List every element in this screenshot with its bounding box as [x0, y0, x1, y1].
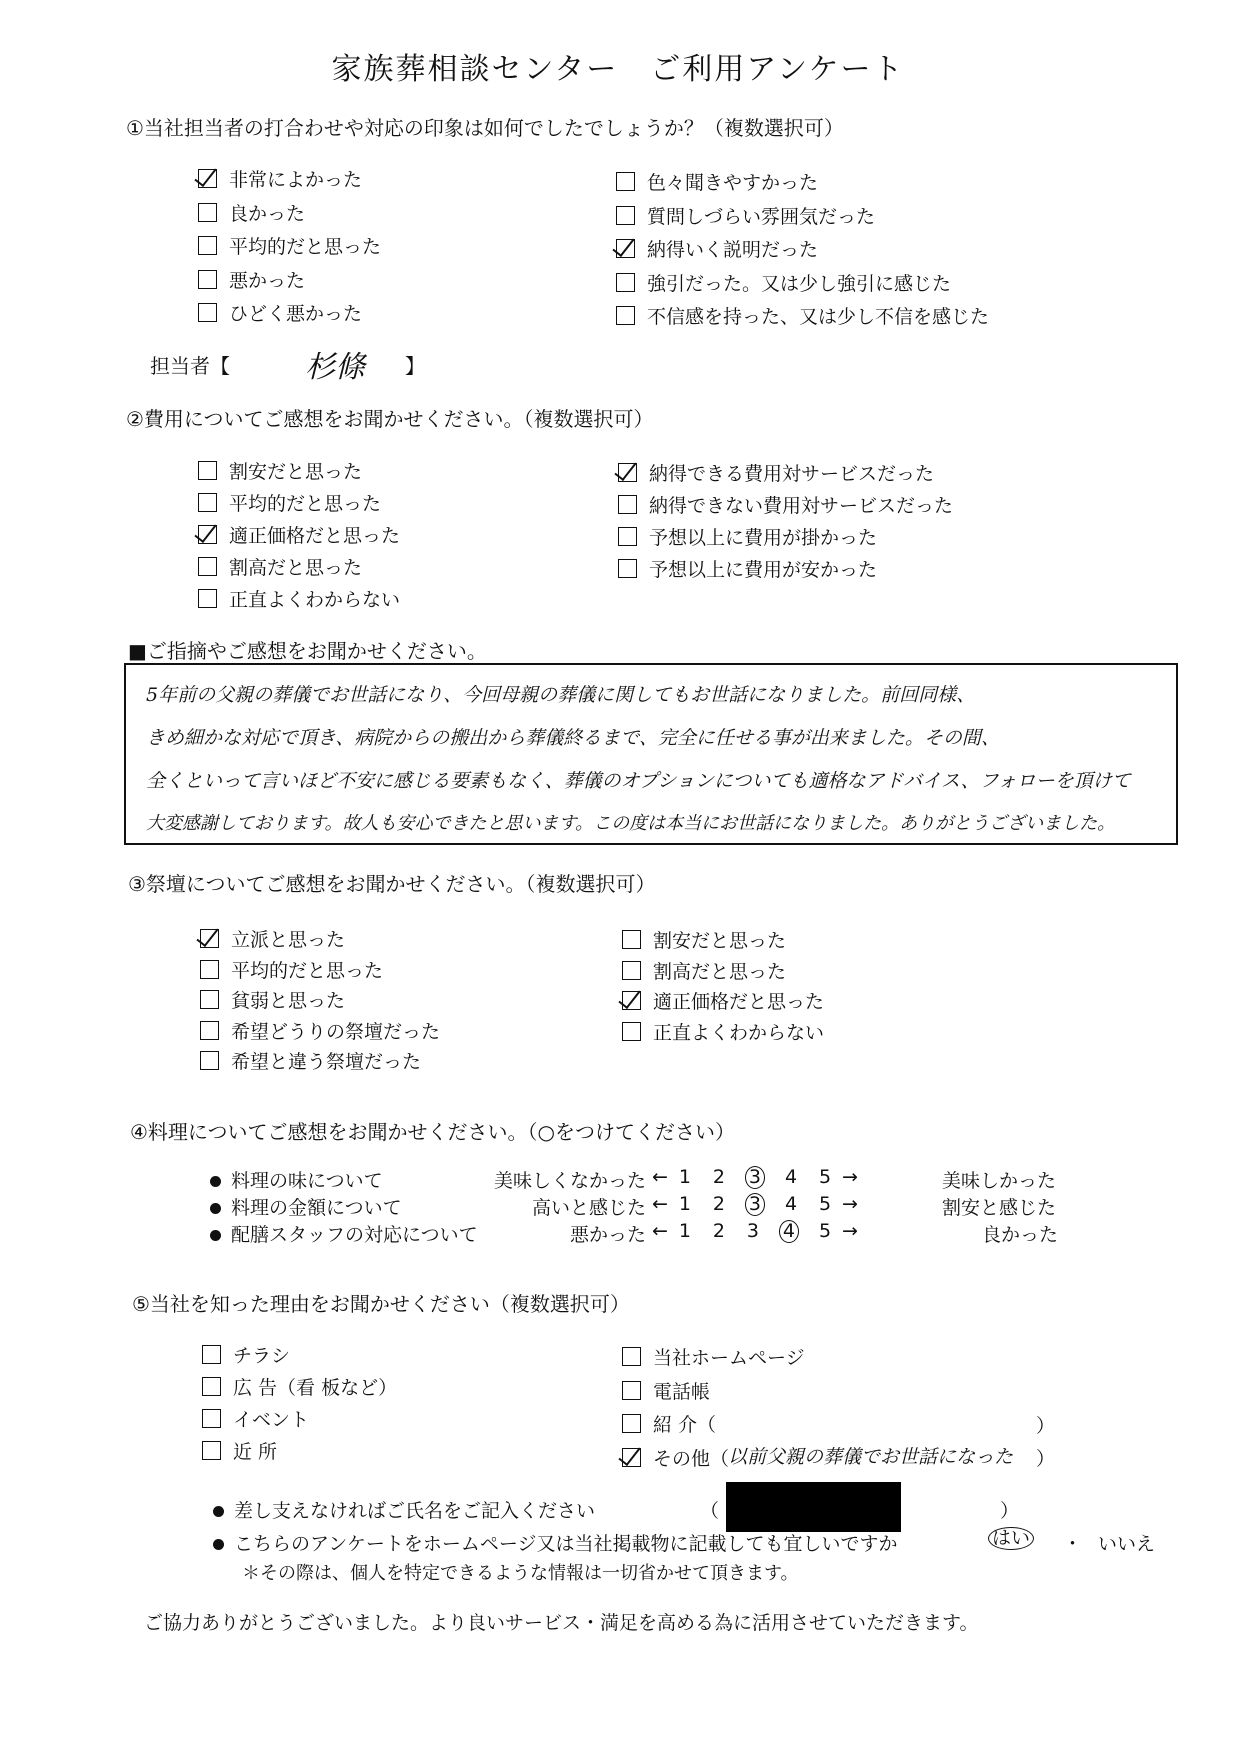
option-row[interactable]	[622, 1444, 729, 1471]
publish-yes[interactable]: はい	[988, 1527, 1034, 1550]
checkbox[interactable]	[618, 527, 637, 546]
rating-low-label: 悪かった	[569, 1224, 646, 1246]
other-reason-text[interactable]: 以前父親の葬儀でお世話になった	[728, 1446, 1014, 1468]
rating-option[interactable]: 4	[784, 1193, 798, 1215]
option-label: 平均的だと思った	[229, 236, 382, 258]
option-label: 色々聞きやすかった	[647, 172, 819, 194]
rating-option[interactable]: 1	[678, 1166, 691, 1188]
checked-checkbox[interactable]	[198, 525, 217, 544]
option-label: 正直よくわからない	[229, 589, 401, 611]
option-label: 電話帳	[653, 1380, 711, 1403]
checkbox[interactable]	[200, 990, 219, 1009]
option-row[interactable]	[616, 168, 818, 195]
checkbox[interactable]	[622, 1347, 641, 1366]
checked-checkbox[interactable]	[618, 463, 637, 482]
rating-option[interactable]: 3	[745, 1193, 765, 1216]
arrow-left-icon: ←	[652, 1193, 668, 1215]
option-label: チラシ	[233, 1345, 291, 1367]
option-row[interactable]	[622, 957, 786, 984]
option-row[interactable]	[198, 232, 381, 259]
option-label: 割高だと思った	[229, 557, 363, 579]
page-title: 家族葬相談センター ご利用アンケート	[331, 52, 905, 87]
option-label: 不信感を持った、又は少し不信を感じた	[647, 306, 990, 328]
rating-option[interactable]: 5	[818, 1193, 832, 1215]
checkbox[interactable]	[198, 589, 217, 608]
option-label: 良かった	[229, 202, 306, 225]
option-row[interactable]	[622, 926, 786, 953]
option-label: 割安だと思った	[229, 461, 363, 483]
option-row[interactable]	[616, 202, 875, 229]
arrow-right-icon: →	[842, 1193, 858, 1215]
q4-question: ④料理についてご感想をお聞かせください。（○をつけてください）	[130, 1120, 735, 1144]
arrow-left-icon: ←	[652, 1220, 668, 1242]
rating-high-label: 良かった	[982, 1224, 1059, 1246]
option-row[interactable]	[622, 987, 824, 1014]
option-row[interactable]	[616, 302, 989, 329]
option-label: 強引だった。又は少し強引に感じた	[647, 272, 952, 295]
name-prompt: 差し支えなければご氏名をご記入ください	[234, 1500, 596, 1522]
option-row[interactable]	[616, 235, 818, 262]
checkbox[interactable]	[198, 493, 217, 512]
checkbox[interactable]	[616, 273, 635, 292]
option-label: 立派と思った	[231, 929, 346, 951]
option-label: イベント	[233, 1409, 310, 1431]
thanks-message: ご協力ありがとうございました。より良いサービス・満足を高める為に活用させていただきます。	[144, 1612, 979, 1634]
rating-scale[interactable]	[652, 1193, 858, 1216]
bullet-icon	[210, 1230, 221, 1241]
checkbox[interactable]	[202, 1345, 221, 1364]
comments-heading: ■ご指摘やご感想をお聞かせください。	[128, 639, 487, 663]
q1-question: ①当社担当者の打合わせや対応の印象は如何でしたでしょうか？（複数選択可）	[126, 116, 844, 140]
checkbox[interactable]	[202, 1377, 221, 1396]
arrow-right-icon: →	[842, 1220, 858, 1242]
checkbox[interactable]	[616, 206, 635, 225]
checked-checkbox[interactable]	[622, 1448, 641, 1467]
checkbox[interactable]	[198, 270, 217, 289]
redacted-name	[726, 1482, 901, 1532]
rating-low-label: 高いと感じた	[531, 1197, 646, 1219]
checked-checkbox[interactable]	[616, 239, 635, 258]
privacy-note: ＊その際は、個人を特定できるような情報は一切省かせて頂きます。	[242, 1563, 799, 1584]
checkbox[interactable]	[618, 495, 637, 514]
publish-prompt-row	[213, 1529, 897, 1556]
checkbox[interactable]	[202, 1409, 221, 1428]
rating-option[interactable]: 2	[712, 1166, 725, 1188]
option-label: 納得できない費用対サービスだった	[649, 495, 954, 517]
rating-item: 配膳スタッフの対応について	[210, 1220, 478, 1247]
comment-line-2: きめ細かな対応で頂き、病院からの搬出から葬儀終るまで、完全に任せる事が出来ました。その間、	[146, 727, 1000, 749]
checkbox[interactable]	[200, 1021, 219, 1040]
option-label: 希望と違う祭壇だった	[231, 1051, 422, 1073]
checkbox[interactable]	[622, 1022, 641, 1041]
option-row[interactable]	[622, 1410, 716, 1437]
rating-option[interactable]: 2	[712, 1220, 725, 1242]
option-label: 割安だと思った	[653, 930, 787, 952]
option-label: 紹 介（	[653, 1414, 717, 1436]
option-label: 適正価格だと思った	[653, 991, 825, 1013]
checkbox[interactable]	[616, 306, 635, 325]
checkbox[interactable]	[200, 1051, 219, 1070]
publish-no[interactable]: いいえ	[1098, 1533, 1156, 1555]
option-label: 適正価格だと思った	[229, 525, 401, 547]
rating-option[interactable]: 4	[784, 1166, 798, 1188]
q2-question: ②費用についてご感想をお聞かせください。（複数選択可）	[126, 407, 654, 431]
staff-label: 担当者【	[150, 354, 230, 378]
rating-option[interactable]: 5	[818, 1166, 832, 1188]
rating-item: 料理の味について	[210, 1166, 383, 1193]
option-label: 平均的だと思った	[229, 493, 382, 515]
option-label: 予想以上に費用が安かった	[649, 559, 878, 581]
rating-high-label: 美味しかった	[942, 1170, 1057, 1192]
option-label: 正直よくわからない	[653, 1021, 825, 1044]
option-row[interactable]	[202, 1405, 309, 1432]
rating-option[interactable]: 2	[712, 1193, 725, 1215]
option-label: 近 所	[233, 1441, 278, 1463]
comment-line-3: 全くといって言いほど不安に感じる要素もなく、葬儀のオプションについても適格なアドバイス、フォローを頂けて	[146, 770, 1131, 792]
option-row[interactable]	[202, 1373, 397, 1400]
checkbox[interactable]	[616, 172, 635, 191]
rating-option[interactable]: 3	[746, 1220, 759, 1242]
bullet-icon	[213, 1539, 224, 1550]
option-row[interactable]	[198, 266, 305, 293]
option-row[interactable]	[200, 956, 383, 983]
q5-question: ⑤当社を知った理由をお聞かせください（複数選択可）	[132, 1292, 630, 1316]
staff-name[interactable]: 杉條	[305, 350, 365, 385]
option-row[interactable]	[618, 523, 877, 550]
checkbox[interactable]	[198, 461, 217, 480]
checkbox[interactable]	[622, 1381, 641, 1400]
option-label: 平均的だと思った	[231, 959, 384, 982]
option-label: 悪かった	[229, 269, 306, 292]
comment-line-1: 5年前の父親の葬儀でお世話になり、今回母親の葬儀に関してもお世話になりました。前回同様、	[146, 684, 976, 706]
option-row[interactable]	[200, 925, 345, 952]
option-row[interactable]	[198, 457, 362, 484]
rating-option[interactable]: 1	[678, 1193, 691, 1215]
option-label: 貧弱と思った	[231, 990, 346, 1012]
option-row[interactable]	[618, 459, 934, 486]
rating-item: 料理の金額について	[210, 1193, 402, 1220]
name-close: ）	[1000, 1500, 1020, 1522]
option-row[interactable]	[622, 1018, 824, 1045]
rating-option[interactable]: 5	[818, 1220, 832, 1242]
option-label: 納得いく説明だった	[647, 239, 819, 261]
checked-checkbox[interactable]	[198, 169, 217, 188]
rating-low-label: 美味しくなかった	[493, 1170, 646, 1192]
option-row[interactable]	[198, 299, 362, 326]
publish-prompt: こちらのアンケートをホームページ又は当社掲載物に記載しても宜しいですか	[234, 1533, 898, 1555]
checkbox[interactable]	[198, 303, 217, 322]
option-label: 納得できる費用対サービスだった	[649, 463, 935, 485]
comment-line-4: 大変感謝しております。故人も安心できたと思います。この度は本当にお世話になりました。ありがとうございました。	[146, 813, 1116, 834]
rating-high-label: 割安と感じた	[942, 1197, 1057, 1219]
option-label: 希望どうりの祭壇だった	[231, 1020, 441, 1043]
option-label: 当社ホームページ	[653, 1347, 805, 1369]
option-row[interactable]	[198, 553, 362, 580]
option-row[interactable]	[198, 521, 400, 548]
checkbox[interactable]	[200, 960, 219, 979]
other-close: ）	[1036, 1448, 1056, 1470]
staff-close: 】	[405, 354, 425, 378]
option-row[interactable]	[616, 269, 951, 296]
rating-scale[interactable]	[652, 1220, 858, 1243]
checkbox[interactable]	[198, 203, 217, 222]
option-row[interactable]	[622, 1377, 710, 1404]
checked-checkbox[interactable]	[622, 991, 641, 1010]
option-row[interactable]	[198, 585, 400, 612]
rating-option[interactable]: 1	[678, 1220, 691, 1242]
checkbox[interactable]	[202, 1441, 221, 1460]
option-label: 非常によかった	[229, 169, 363, 191]
arrow-left-icon: ←	[652, 1166, 668, 1188]
option-row[interactable]	[202, 1437, 277, 1464]
bullet-icon	[213, 1506, 224, 1517]
option-row[interactable]	[198, 165, 362, 192]
rating-scale[interactable]	[652, 1166, 858, 1189]
option-row[interactable]	[198, 199, 305, 226]
checkbox[interactable]	[622, 961, 641, 980]
option-row[interactable]	[200, 1047, 421, 1074]
rating-option[interactable]: 3	[745, 1166, 765, 1189]
option-row[interactable]	[200, 1017, 440, 1044]
option-row[interactable]	[202, 1341, 290, 1368]
option-row[interactable]	[618, 555, 877, 582]
option-row[interactable]	[200, 986, 345, 1013]
option-label: 広 告（看 板など）	[233, 1377, 398, 1399]
checked-checkbox[interactable]	[200, 929, 219, 948]
arrow-right-icon: →	[842, 1166, 858, 1188]
name-open: （	[700, 1500, 720, 1522]
option-label: ひどく悪かった	[229, 303, 363, 325]
checkbox[interactable]	[198, 557, 217, 576]
checkbox[interactable]	[618, 559, 637, 578]
checkbox[interactable]	[622, 1414, 641, 1433]
q3-question: ③祭壇についてご感想をお聞かせください。（複数選択可）	[128, 872, 656, 896]
intro-close: ）	[1036, 1415, 1056, 1437]
bullet-icon	[210, 1176, 221, 1187]
publish-sep: ・	[1063, 1533, 1083, 1555]
option-row[interactable]	[618, 491, 953, 518]
option-label: 質問しづらい雰囲気だった	[647, 205, 876, 228]
checkbox[interactable]	[622, 930, 641, 949]
option-label: その他（	[653, 1447, 730, 1470]
bullet-icon	[210, 1203, 221, 1214]
checkbox[interactable]	[198, 236, 217, 255]
option-label: 割高だと思った	[653, 960, 787, 983]
rating-option[interactable]: 4	[779, 1220, 799, 1243]
option-label: 予想以上に費用が掛かった	[649, 527, 878, 549]
option-row[interactable]	[198, 489, 381, 516]
option-row[interactable]	[622, 1343, 805, 1370]
name-prompt-row	[213, 1496, 595, 1523]
